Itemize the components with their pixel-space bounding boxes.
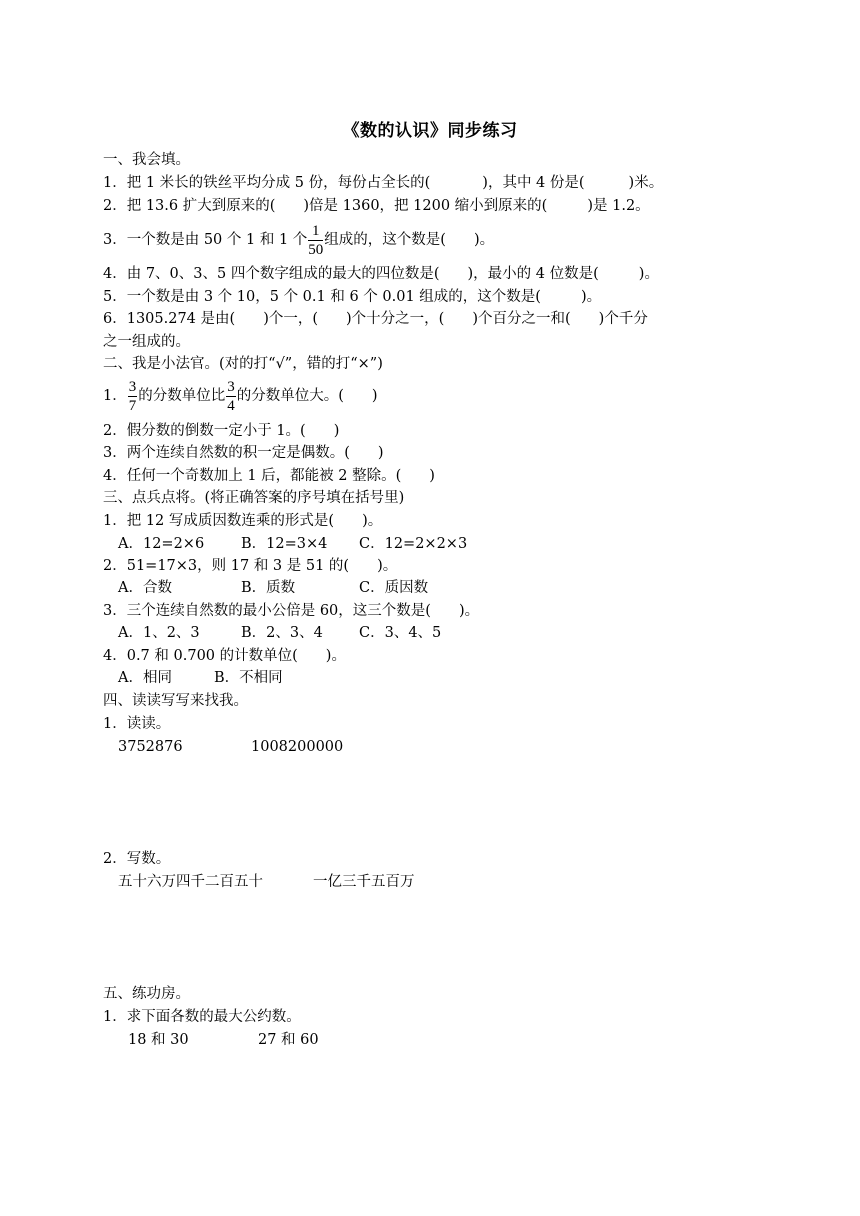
section-4-heading: 四、读读写写来找我。 — [103, 693, 248, 709]
s3-question-4-options — [118, 668, 770, 688]
s2-question-1: 1． $\frac{3}{7}$ 的分数单位比 $\frac{3}{4}$ 的分数单位大。( ) — [103, 378, 378, 414]
s4-question-2: 2．写数。 — [103, 851, 171, 867]
number-item: 3752876 — [118, 739, 183, 755]
number-words-item: 五十六万四千二百五十 — [118, 874, 263, 890]
s4-read-numbers — [118, 737, 770, 757]
s3-question-3-options — [118, 623, 770, 643]
s3-question-4: 4．0.7 和 0.700 的计数单位( )。 — [103, 648, 346, 664]
s2-question-3: 3．两个连续自然数的积一定是偶数。( ) — [103, 445, 384, 461]
s3-question-2-options — [118, 578, 770, 598]
option-c: C．质因数 — [359, 580, 429, 596]
s2-question-4: 4．任何一个奇数加上 1 后，都能被 2 整除。( ) — [103, 468, 435, 484]
fraction-3-7: $\frac{3}{7}$ — [128, 378, 137, 414]
option-a: A．12=2×6 — [118, 536, 205, 552]
option-b: B．质数 — [241, 580, 296, 596]
s3-question-2: 2．51=17×3，则 17 和 3 是 51 的( )。 — [103, 558, 398, 574]
s3-question-1: 1．把 12 写成质因数连乘的形式是( )。 — [103, 513, 383, 529]
section-2-heading: 二、我是小法官。(对的打“√”，错的打“×”) — [103, 356, 383, 372]
s4-question-1: 1．读读。 — [103, 716, 171, 732]
s1-question-3: 3．一个数是由 50 个 1 和 1 个 $\frac{1}{50}$ 组成的，这个数是( )。 — [103, 222, 495, 258]
s1-question-5: 5．一个数是由 3 个 10，5 个 0.1 和 6 个 0.01 组成的，这个数是( )。 — [103, 289, 602, 305]
option-a: A．1、2、3 — [118, 625, 200, 641]
number-words-item: 一亿三千五百万 — [313, 874, 415, 890]
fraction-3-4: $\frac{3}{4}$ — [227, 378, 235, 414]
number-pair: 18 和 30 — [128, 1032, 189, 1048]
s1-question-1: 1．把 1 米长的铁丝平均分成 5 份，每份占全长的( )，其中 4 份是( )米。 — [103, 175, 664, 191]
number-item: 1008200000 — [251, 739, 344, 755]
s1-question-2: 2．把 13.6 扩大到原来的( )倍是 1360，把 1200 缩小到原来的( )是 1.2。 — [103, 198, 650, 214]
section-3-heading: 三、点兵点将。(将正确答案的序号填在括号里) — [103, 490, 405, 506]
s3-question-1-options — [118, 534, 770, 554]
option-c: C．3、4、5 — [359, 625, 442, 641]
section-1-heading: 一、我会填。 — [103, 152, 190, 168]
option-b: B．2、3、4 — [241, 625, 323, 641]
s3-question-3: 3．三个连续自然数的最小公倍是 60，这三个数是( )。 — [103, 603, 480, 619]
s5-question-1: 1．求下面各数的最大公约数。 — [103, 1009, 301, 1025]
s2-question-2: 2．假分数的倒数一定小于 1。( ) — [103, 423, 340, 439]
s1-question-4: 4．由 7、0、3、5 四个数字组成的最大的四位数是( )，最小的 4 位数是( )。 — [103, 266, 659, 282]
s1-question-6-cont: 之一组成的。 — [103, 334, 190, 350]
fraction-1-50: $\frac{1}{50}$ — [308, 222, 324, 258]
number-pair: 27 和 60 — [258, 1032, 319, 1048]
option-a: A．合数 — [118, 580, 172, 596]
section-5-heading: 五、练功房。 — [103, 986, 190, 1002]
s5-number-pairs — [128, 1030, 770, 1050]
option-a: A．相同 — [118, 670, 172, 686]
option-b: B．不相同 — [214, 670, 283, 686]
page-title: 《数的认识》同步练习 — [342, 121, 518, 141]
option-c: C．12=2×2×3 — [359, 536, 468, 552]
option-b: B．12=3×4 — [241, 536, 328, 552]
s4-write-numbers — [118, 872, 770, 892]
s1-question-6: 6．1305.274 是由( )个一，( )个十分之一，( )个百分之一和( )个千分 — [103, 311, 648, 327]
